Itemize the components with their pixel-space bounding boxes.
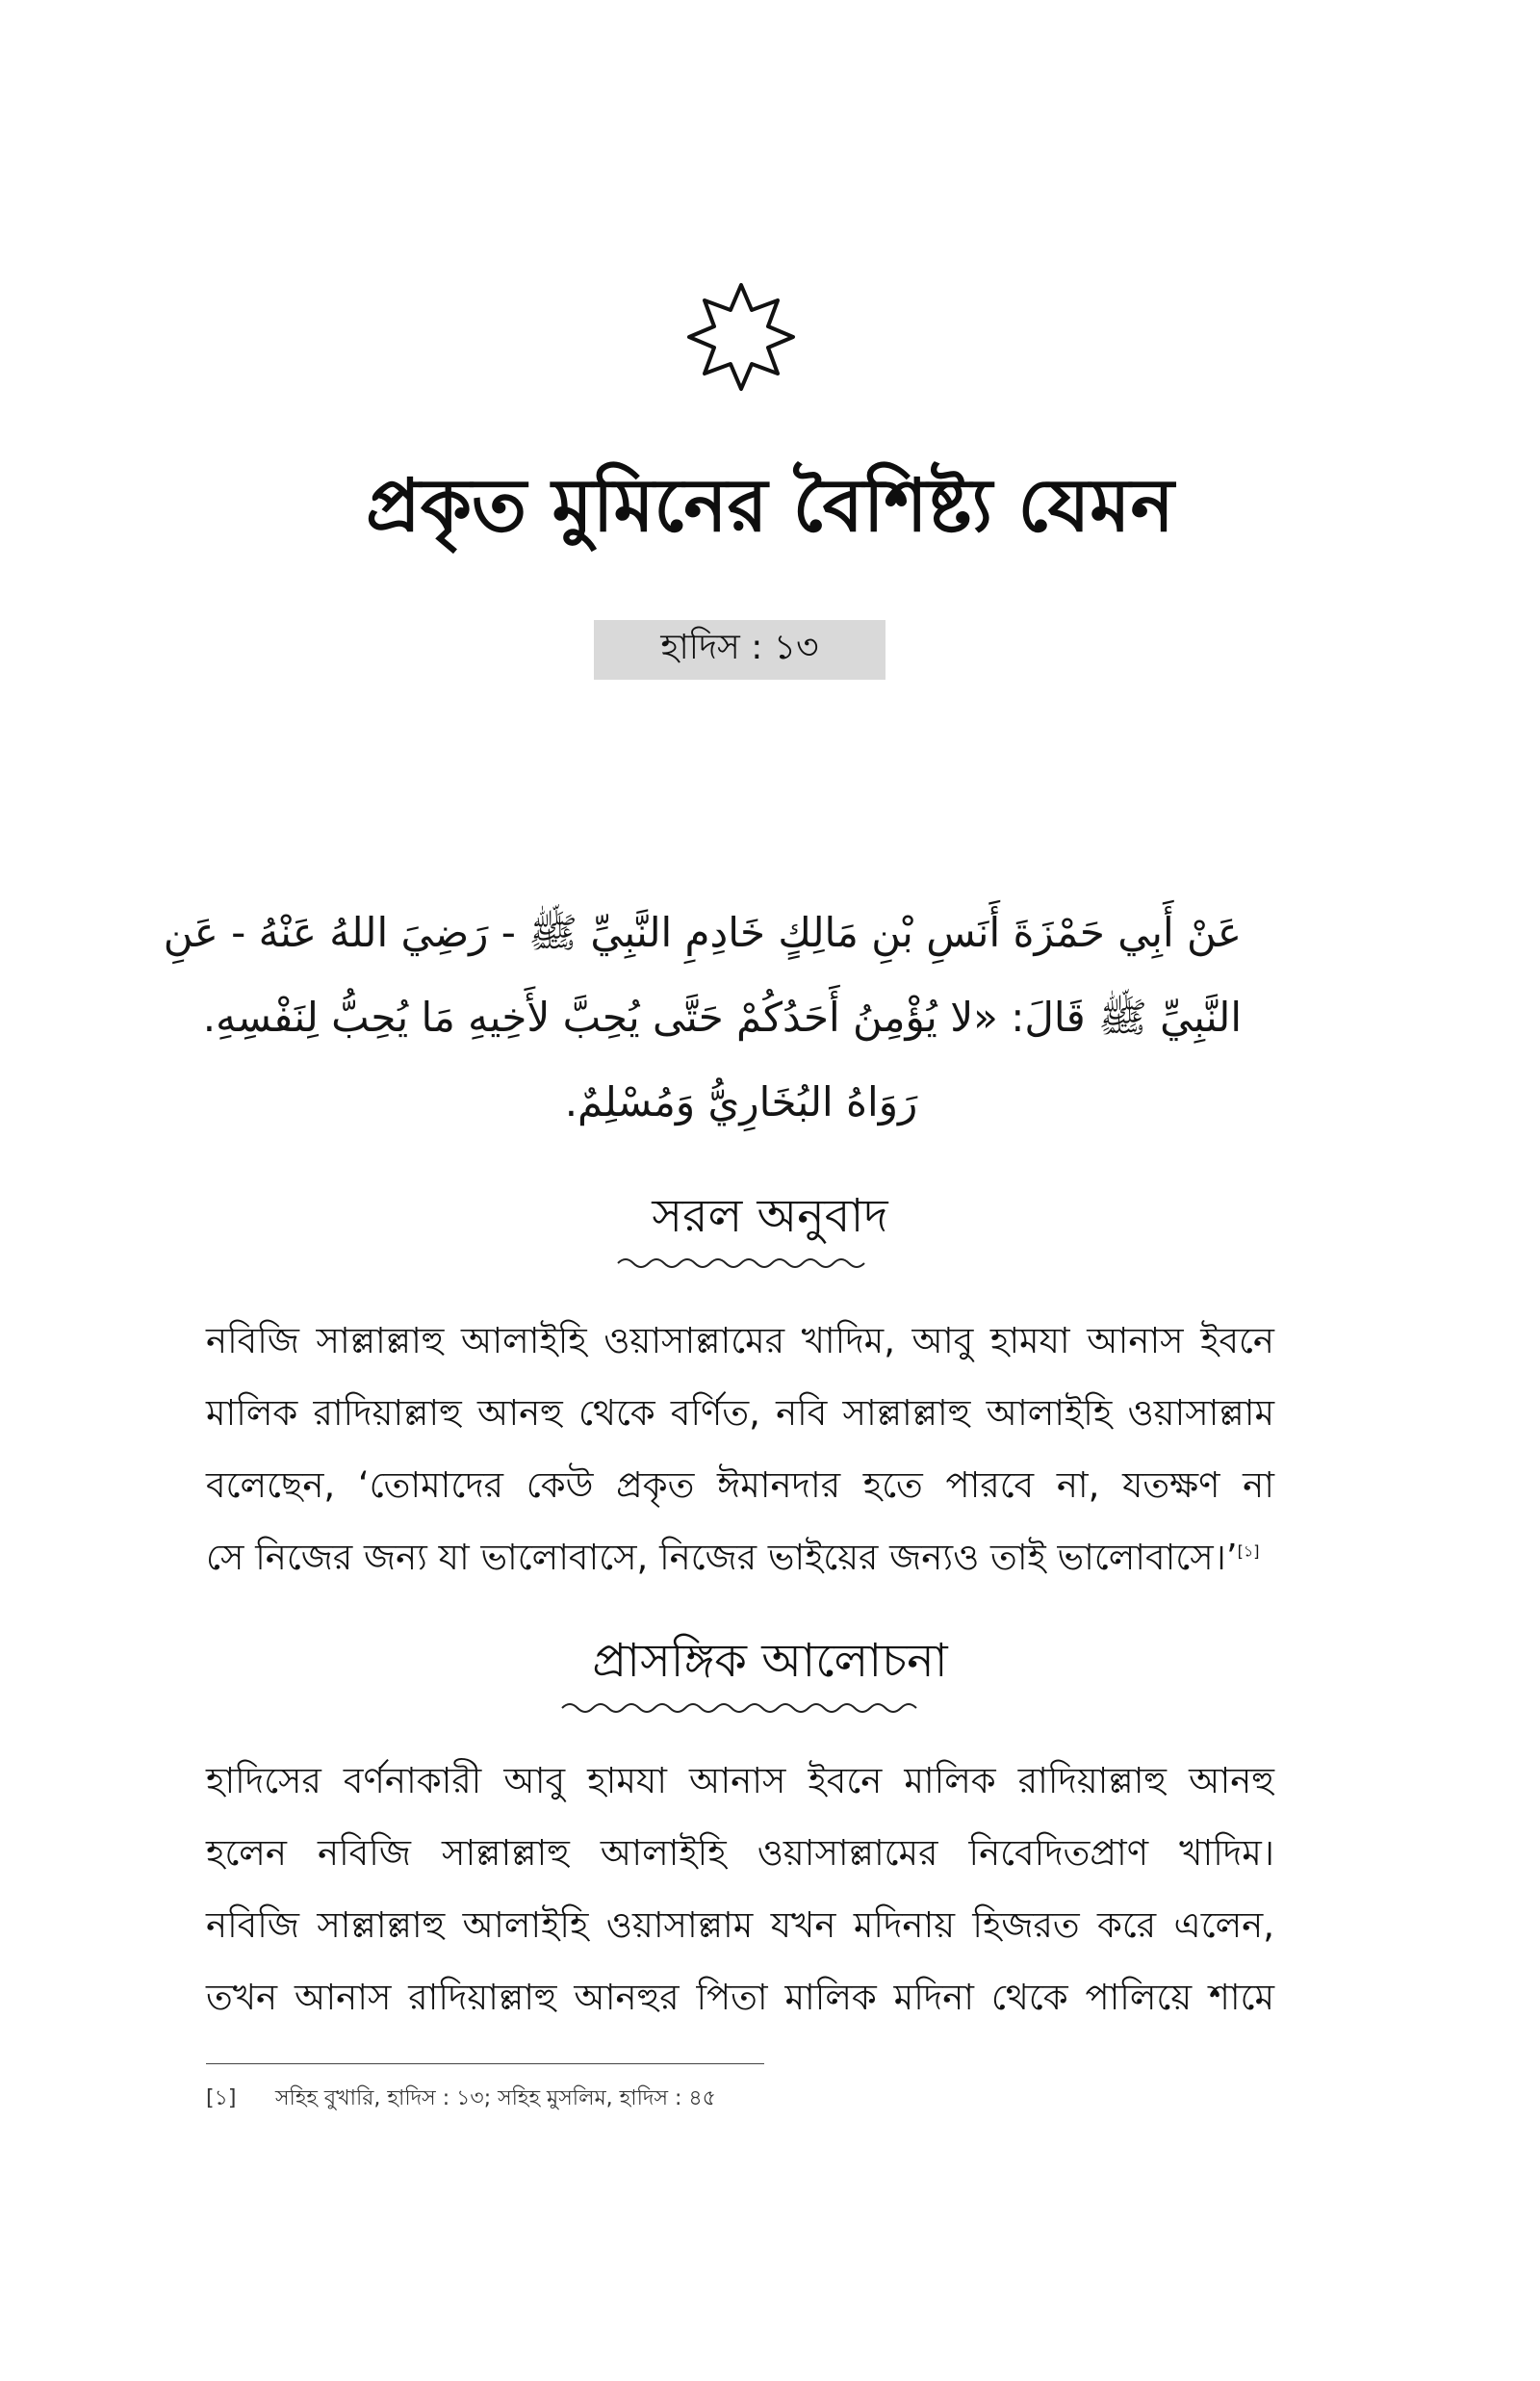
discussion-heading: প্রাসঙ্গিক আলোচনা	[592, 1634, 948, 1688]
arabic-line: رَوَاهُ البُخَارِيُّ وَمُسْلِمٌ.	[564, 1078, 918, 1126]
discussion-line: তখন আনাস রাদিয়াল্লাহু আনহুর পিতা মালিক মদিনা থেকে পালিয়ে শামে	[206, 1977, 1274, 2018]
arabic-line: النَّبِيِّ ﷺ قَالَ: «لا يُؤْمِنُ أَحَدُكُمْ حَتَّى يُحِبَّ لأَخِيهِ مَا يُحِبُّ لِنَفْسِهِ.	[202, 994, 1242, 1041]
arabic-hadith-text	[163, 891, 1242, 1145]
footnote-marker: [১]	[206, 2086, 237, 2110]
footnote-item	[206, 2080, 1265, 2118]
footnote-separator	[206, 2063, 764, 2064]
translation-line: সে নিজের জন্য যা ভালোবাসে, নিজের ভাইয়ের জন্যও তাই ভালোবাসে।’	[206, 1537, 1238, 1578]
chapter-title: প্রকৃত মুমিনের বৈশিষ্ট্য যেমন	[366, 462, 1174, 548]
translation-line-last	[206, 1521, 1274, 1593]
discussion-paragraph	[206, 1745, 1274, 2033]
eight-point-star-outline-icon	[683, 279, 799, 395]
discussion-line: হাদিসের বর্ণনাকারী আবু হামযা আনাস ইবনে মালিক রাদিয়াল্লাহু আনহু	[206, 1760, 1274, 1801]
wavy-underline-divider	[616, 1252, 866, 1275]
discussion-line: নবিজি সাল্লাল্লাহু আলাইহি ওয়াসাল্লাম যখন মদিনায় হিজরত করে এলেন,	[206, 1904, 1274, 1946]
footnote-reference[interactable]: [১]	[1237, 1541, 1260, 1561]
hadith-number-label: হাদিস : ১৩	[660, 628, 819, 667]
arabic-line: عَنْ أَبِي حَمْزَةَ أَنَسِ بْنِ مَالِكٍ خَادِمِ النَّبِيِّ ﷺ - رَضِيَ اللهُ عَنْهُ - عَنِ	[163, 909, 1242, 956]
translation-line: বলেছেন, ‘তোমাদের কেউ প্রকৃত ঈমানদার হতে পারবে না, যতক্ষণ না	[206, 1464, 1274, 1506]
footnote-text: সহিহ বুখারি, হাদিস : ১৩; সহিহ মুসলিম, হাদিস : ৪৫	[275, 2086, 716, 2110]
hadith-number-badge	[594, 620, 886, 680]
discussion-line: হলেন নবিজি সাল্লাল্লাহু আলাইহি ওয়াসাল্লামের নিবেদিতপ্রাণ খাদিম।	[206, 1832, 1274, 1874]
wavy-underline-divider	[560, 1696, 922, 1720]
translation-paragraph	[206, 1305, 1274, 1593]
translation-heading: সরল অনুবাদ	[652, 1189, 888, 1243]
translation-line: মালিক রাদিয়াল্লাহু আনহু থেকে বর্ণিত, নবি সাল্লাল্লাহু আলাইহি ওয়াসাল্লাম	[206, 1392, 1274, 1434]
translation-line: নবিজি সাল্লাল্লাহু আলাইহি ওয়াসাল্লামের খাদিম, আবু হামযা আনাস ইবনে	[206, 1320, 1274, 1361]
